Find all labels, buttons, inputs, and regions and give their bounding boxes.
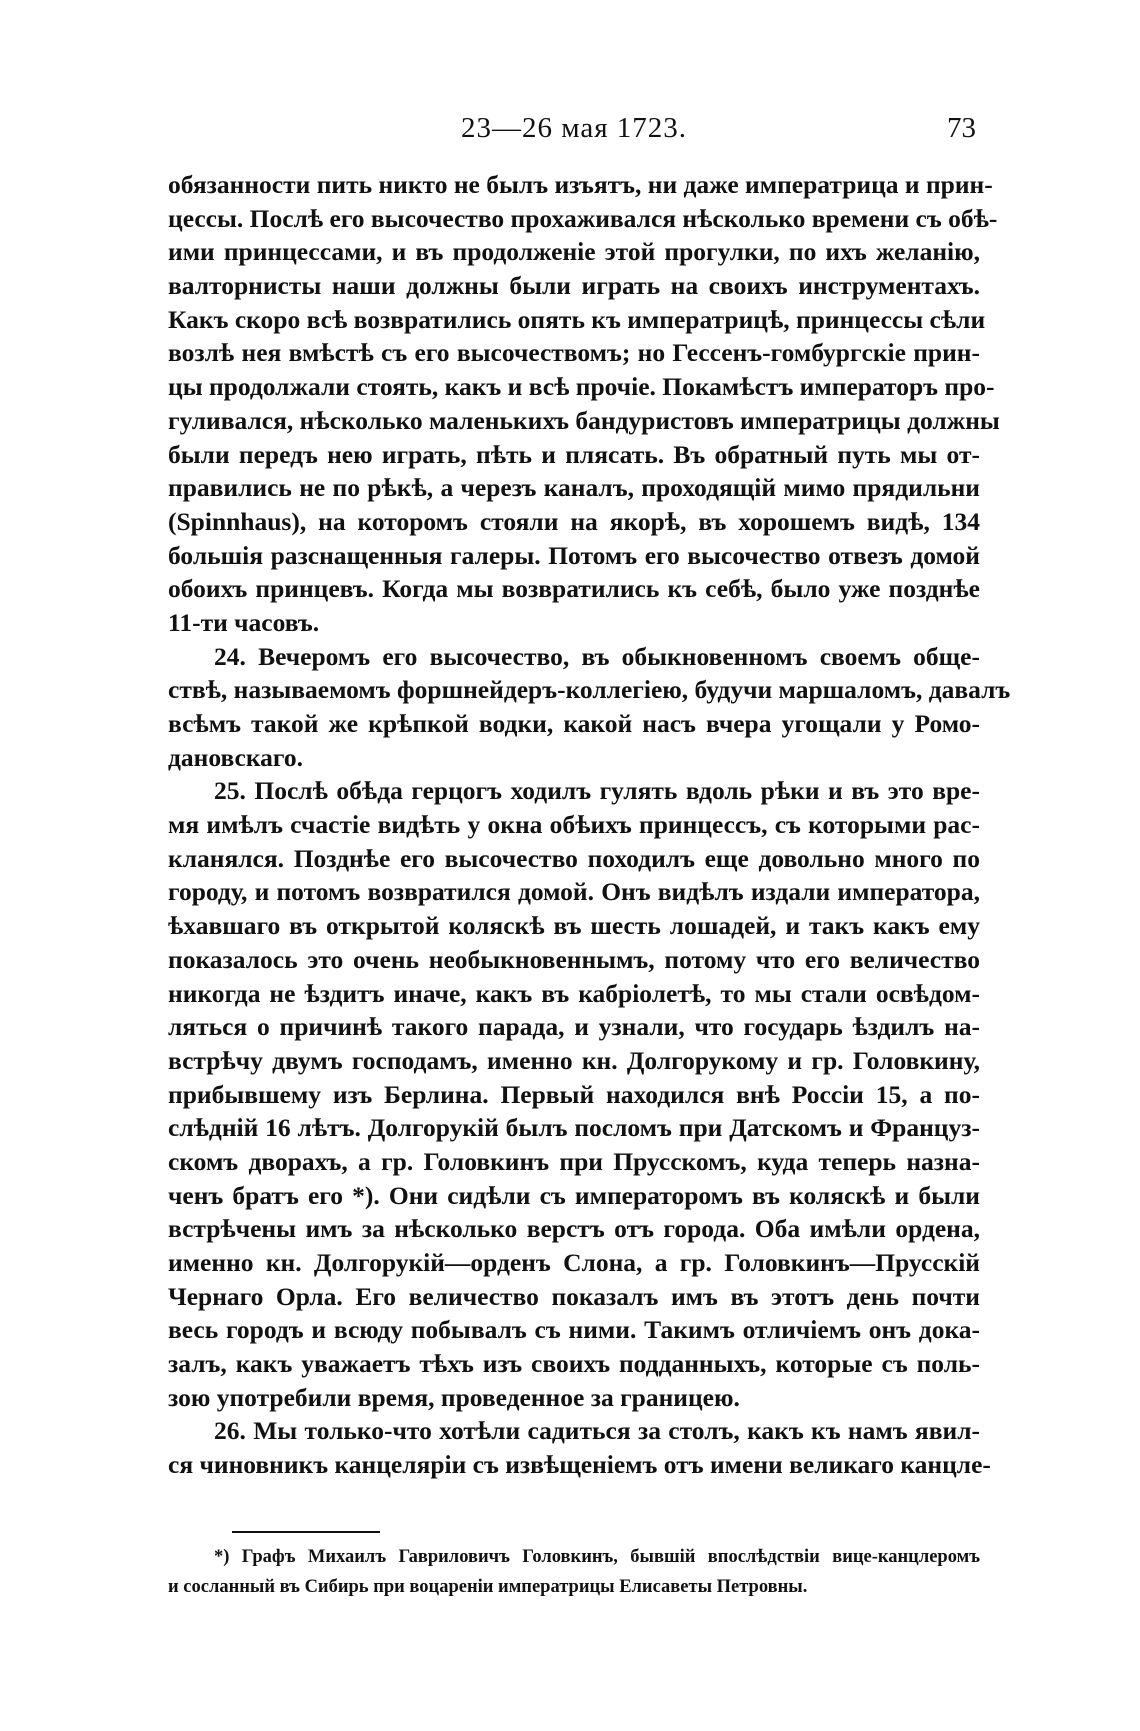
body-text — [168, 168, 1011, 1482]
text-line: цессы. Послѣ его высочество прохаживался нѣсколько времени съ обѣ- — [168, 203, 998, 233]
text-line: встрѣчены имъ за нѣсколько верстъ отъ города. Оба имѣли ордена, — [168, 1214, 980, 1244]
text-line: (Spinnhaus), на которомъ стояли на якорѣ, въ хорошемъ видѣ, 134 — [168, 506, 980, 536]
text-line: ляться о причинѣ такого парада, и узнали, что государь ѣздилъ на- — [168, 1012, 980, 1042]
text-line: ченъ братъ его *). Они сидѣли съ императоромъ въ коляскѣ и были — [168, 1180, 980, 1210]
footnote — [168, 1542, 980, 1602]
page-number: 73 — [947, 112, 976, 144]
running-title: 23—26 мая 1723. — [460, 112, 688, 144]
footnote-line: *) Графъ Михаилъ Гавриловичъ Головкинъ, бывшій впослѣдствіи вице-канцлеромъ — [214, 1547, 980, 1567]
text-line: обязанности пить никто не былъ изъятъ, ни даже императрица и прин- — [168, 170, 993, 199]
text-line: никогда не ѣздитъ иначе, какъ въ кабріолетѣ, то мы стали освѣдом- — [168, 978, 980, 1008]
text-line: залъ, какъ уважаетъ тѣхъ изъ своихъ подданныхъ, которые съ поль- — [168, 1349, 980, 1379]
text-line: мя имѣлъ счастіе видѣть у окна обѣихъ принцессъ, съ которыми рас- — [168, 810, 980, 840]
paragraph-26-start: 26. Мы только-что хотѣли садиться за столъ, какъ къ намъ явил- — [214, 1416, 980, 1446]
paragraph-25-start: 25. Послѣ обѣда герцогъ ходилъ гулять вдоль рѣки и въ это вре- — [214, 776, 980, 806]
text-line: городу, и потомъ возвратился домой. Онъ видѣлъ издали императора, — [168, 877, 980, 907]
text-line: большія разснащенныя галеры. Потомъ его высочество отвезъ домой — [168, 540, 980, 570]
text-line: гуливался, нѣсколько маленькихъ бандуристовъ императрицы должны — [168, 405, 1000, 435]
text-line: цы продолжали стоять, какъ и всѣ прочіе. Покамѣстъ императоръ про- — [168, 372, 995, 402]
paragraph-24-start: 24. Вечеромъ его высочество, въ обыкновенномъ своемъ обще- — [214, 641, 980, 671]
text-line: 11-ти часовъ. — [168, 607, 320, 637]
text-line: прибывшему изъ Берлина. Первый находился внѣ Россіи 15, а по- — [168, 1079, 980, 1109]
footnote-line: и сосланный въ Сибирь при воцареніи императрицы Елисаветы Петровны. — [168, 1577, 808, 1597]
text-line: ствѣ, называемомъ форшнейдеръ-коллегіею, будучи маршаломъ, давалъ — [168, 675, 1011, 705]
text-line: ими принцессами, и въ продолженіе этой прогулки, по ихъ желанію, — [168, 237, 980, 267]
text-line: кланялся. Позднѣе его высочество походилъ еще довольно много по — [168, 843, 980, 873]
text-line: обоихъ принцевъ. Когда мы возвратились къ себѣ, было уже позднѣе — [168, 574, 980, 604]
running-head — [168, 112, 980, 152]
footnote-divider — [232, 1531, 380, 1533]
text-line: Чернаго Орла. Его величество показалъ имъ въ этотъ день почти — [168, 1281, 980, 1311]
text-line: возлѣ нея вмѣстѣ съ его высочествомъ; но Гессенъ-гомбургскіе прин- — [168, 338, 980, 368]
text-line: ѣхавшаго въ открытой коляскѣ въ шесть лошадей, и такъ какъ ему — [168, 911, 980, 941]
text-line: дановскаго. — [168, 742, 303, 772]
text-line: были передъ нею играть, пѣть и плясать. Въ обратный путь мы от- — [168, 439, 980, 469]
text-line: Какъ скоро всѣ возвратились опять къ императрицѣ, принцессы сѣли — [168, 304, 986, 334]
text-line: именно кн. Долгорукій—орденъ Слона, а гр. Головкинъ—Прусскій — [168, 1248, 980, 1277]
text-line: правились не по рѣкѣ, а черезъ каналъ, проходящій мимо прядильни — [168, 473, 980, 503]
text-line: зою употребили время, проведенное за границею. — [168, 1382, 740, 1412]
text-line: ся чиновникъ канцеляріи съ извѣщеніемъ отъ имени великаго канцле- — [168, 1450, 991, 1480]
text-line: весь городъ и всюду побывалъ съ ними. Такимъ отличіемъ онъ дока- — [168, 1315, 980, 1345]
text-line: скомъ дворахъ, а гр. Головкинъ при Прусскомъ, куда теперь назна- — [168, 1146, 980, 1176]
text-line: всѣмъ такой же крѣпкой водки, какой насъ вчера угощали у Ромо- — [168, 709, 980, 738]
text-line: показалось это очень необыкновеннымъ, потому что его величество — [168, 944, 980, 974]
text-line: встрѣчу двумъ господамъ, именно кн. Долгорукому и гр. Головкину, — [168, 1045, 980, 1075]
text-line: слѣдній 16 лѣтъ. Долгорукій былъ посломъ при Датскомъ и Француз- — [168, 1113, 980, 1143]
text-line: валторнисты наши должны были играть на своихъ инструментахъ. — [168, 271, 980, 301]
